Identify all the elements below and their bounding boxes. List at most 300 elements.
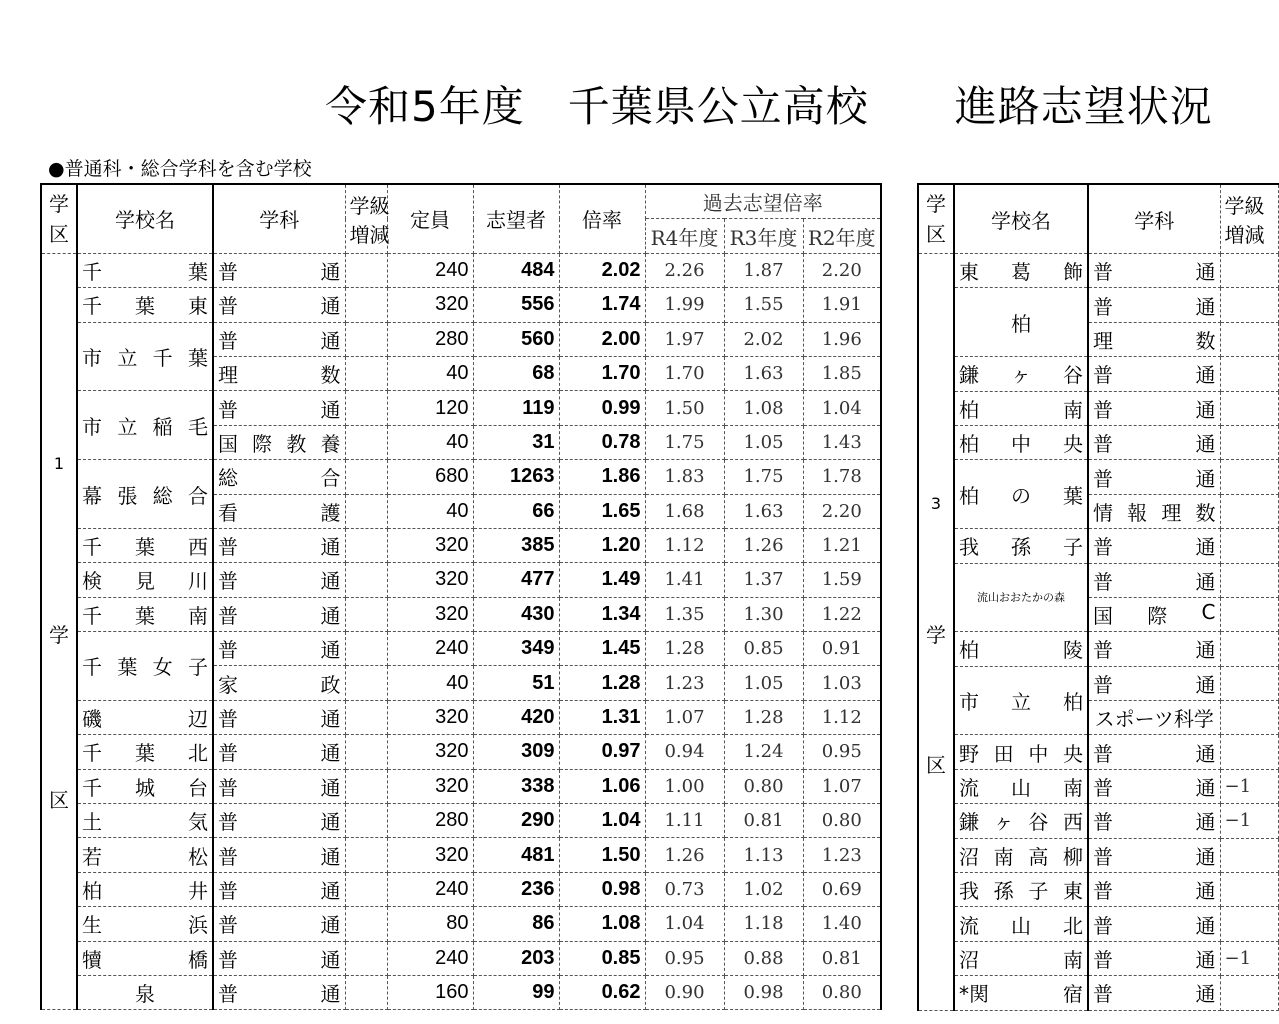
header-district: 学 区 xyxy=(41,184,77,253)
school-name-char: 鎌 xyxy=(959,363,979,388)
capacity: 40 xyxy=(387,494,473,528)
school-name-char: 女 xyxy=(152,655,173,680)
department xyxy=(213,769,345,803)
department-char: 普 xyxy=(218,947,238,972)
applicants: 420 xyxy=(473,700,559,734)
ratio-r2: 1.78 xyxy=(803,460,881,494)
applicants: 31 xyxy=(473,425,559,459)
ratio-r2: 2.20 xyxy=(803,494,881,528)
table-row xyxy=(41,700,881,734)
ratio-r3: 1.30 xyxy=(724,597,803,631)
school-name xyxy=(77,700,213,734)
department-char: C xyxy=(1201,600,1216,625)
department-char: 数 xyxy=(1195,328,1216,353)
department xyxy=(1088,460,1220,494)
school-name-char: 田 xyxy=(993,741,1014,766)
school-name-char: 市 xyxy=(82,345,102,370)
department-char: 理 xyxy=(1161,500,1182,525)
school-name xyxy=(77,838,213,872)
table-row xyxy=(918,941,1278,975)
school-name-char: 立 xyxy=(1011,690,1031,715)
department xyxy=(213,975,345,1009)
department xyxy=(1088,873,1220,907)
ratio-r4: 1.50 xyxy=(645,391,724,425)
class-change xyxy=(345,975,387,1009)
table-row xyxy=(918,804,1278,838)
class-change: −1 xyxy=(1220,804,1278,838)
school-name xyxy=(77,907,213,941)
department xyxy=(1088,838,1220,872)
school-name-char: 橋 xyxy=(188,947,208,972)
class-change xyxy=(345,563,387,597)
capacity: 320 xyxy=(387,563,473,597)
department-char: 家 xyxy=(218,672,238,697)
department xyxy=(1088,701,1220,735)
school-name-char: 見 xyxy=(135,569,155,594)
school-name-char: 我 xyxy=(959,535,979,560)
district-label-char: 学 xyxy=(926,623,946,647)
table-row xyxy=(918,976,1278,1010)
ratio: 1.34 xyxy=(559,597,645,631)
department-char: 合 xyxy=(320,466,341,491)
ratio-r3: 0.85 xyxy=(724,632,803,666)
table-row xyxy=(41,804,881,838)
school-name-char: 葛 xyxy=(1011,260,1031,285)
department xyxy=(213,597,345,631)
department xyxy=(1088,632,1220,666)
school-name-char: 東 xyxy=(959,260,979,285)
class-change xyxy=(345,769,387,803)
department-char: 際 xyxy=(252,431,273,456)
department xyxy=(213,563,345,597)
capacity: 240 xyxy=(387,941,473,975)
school-name xyxy=(77,597,213,631)
class-change xyxy=(345,460,387,494)
school-name-char: 鎌 xyxy=(959,810,979,835)
ratio-r4: 1.04 xyxy=(645,907,724,941)
applicants: 430 xyxy=(473,597,559,631)
table-row xyxy=(41,563,881,597)
school-name-char: 土 xyxy=(82,810,102,835)
department xyxy=(1088,322,1220,356)
district-1-table xyxy=(40,183,882,1010)
school-name-char: 飾 xyxy=(1063,260,1083,285)
school-name-char: 気 xyxy=(188,810,208,835)
applicants: 385 xyxy=(473,528,559,562)
header-past-ratio: 過去志望倍率 xyxy=(645,184,881,219)
department-char: 普 xyxy=(1093,741,1113,766)
capacity: 120 xyxy=(387,391,473,425)
table-row xyxy=(41,528,881,562)
table-row xyxy=(41,735,881,769)
ratio-r3: 1.28 xyxy=(724,700,803,734)
ratio-r2: 1.40 xyxy=(803,907,881,941)
school-name-char: 千 xyxy=(82,259,102,284)
department xyxy=(213,391,345,425)
school-name-char: 山 xyxy=(1011,776,1031,801)
applicants: 1263 xyxy=(473,460,559,494)
school-name xyxy=(77,804,213,838)
school-name-char: 犢 xyxy=(82,947,102,972)
ratio-r2: 1.85 xyxy=(803,356,881,390)
header-r4: R4年度 xyxy=(645,219,724,253)
ratio: 1.49 xyxy=(559,563,645,597)
school-name-char: 辺 xyxy=(188,707,208,732)
district-label-char: 区 xyxy=(926,753,946,777)
school-name-char: 沼 xyxy=(959,948,979,972)
school-name-char: 東 xyxy=(188,294,208,319)
school-name-char: 葉 xyxy=(135,741,155,766)
department xyxy=(1088,494,1220,528)
department-char: 通 xyxy=(320,397,341,422)
district-label-char: 1 xyxy=(53,453,65,473)
school-name-char: 陵 xyxy=(1063,638,1083,663)
applicants: 236 xyxy=(473,872,559,906)
ratio: 1.70 xyxy=(559,356,645,390)
school-name-char: 谷 xyxy=(1063,363,1083,388)
department-char: 通 xyxy=(1195,776,1216,801)
school-name-char: 山 xyxy=(1011,913,1031,938)
school-name xyxy=(77,528,213,562)
ratio: 1.08 xyxy=(559,907,645,941)
ratio-r4: 1.28 xyxy=(645,632,724,666)
school-name-char: 葉 xyxy=(1063,483,1083,508)
department-char: 総 xyxy=(218,466,238,491)
header-class-change: 学級 増減 xyxy=(345,184,387,253)
ratio-r4: 1.70 xyxy=(645,356,724,390)
department-char: 通 xyxy=(320,741,341,766)
school-name-char: 立 xyxy=(117,414,138,439)
header-dept: 学科 xyxy=(213,184,345,253)
school-name-char: 南 xyxy=(993,844,1014,869)
ratio-r4: 0.73 xyxy=(645,872,724,906)
class-change xyxy=(1220,666,1278,700)
school-name-char: 市 xyxy=(959,690,979,715)
table-row xyxy=(41,907,881,941)
school-name-char: 北 xyxy=(1063,913,1083,938)
department xyxy=(1088,529,1220,563)
department-char: 通 xyxy=(1195,741,1216,766)
ratio: 1.65 xyxy=(559,494,645,528)
school-name-char: 孫 xyxy=(993,879,1014,904)
ratio-r4: 1.11 xyxy=(645,804,724,838)
applicants: 309 xyxy=(473,735,559,769)
department-char: 通 xyxy=(1195,466,1216,491)
department-char: 際 xyxy=(1147,604,1168,629)
department-char: 通 xyxy=(1195,397,1216,422)
department xyxy=(1088,425,1220,459)
department-char: 普 xyxy=(218,982,238,1007)
school-name-char: 千 xyxy=(152,345,173,370)
class-change xyxy=(1220,976,1278,1010)
capacity: 320 xyxy=(387,735,473,769)
department-char: 通 xyxy=(320,879,341,903)
class-change xyxy=(345,356,387,390)
ratio-r3: 1.13 xyxy=(724,838,803,872)
department xyxy=(1088,769,1220,803)
ratio-r2: 1.59 xyxy=(803,563,881,597)
department-char: 普 xyxy=(218,913,238,938)
class-change xyxy=(345,838,387,872)
department xyxy=(213,700,345,734)
ratio: 2.00 xyxy=(559,322,645,356)
school-name xyxy=(954,941,1088,975)
school-name-char: 浜 xyxy=(188,913,208,938)
class-change xyxy=(1220,873,1278,907)
school-name-char: 千 xyxy=(82,741,102,766)
ratio: 2.02 xyxy=(559,253,645,287)
department-char: 理 xyxy=(1093,328,1113,353)
department xyxy=(1088,254,1220,288)
class-change xyxy=(345,907,387,941)
capacity: 240 xyxy=(387,253,473,287)
department-char: 普 xyxy=(1093,466,1113,491)
class-change xyxy=(1220,563,1278,597)
class-change xyxy=(1220,907,1278,941)
department xyxy=(213,494,345,528)
department-char: 理 xyxy=(218,363,238,388)
department xyxy=(1088,804,1220,838)
department-char: 通 xyxy=(1195,913,1216,938)
department xyxy=(213,460,345,494)
school-name-char: 柏 xyxy=(82,879,102,903)
school-name xyxy=(954,529,1088,563)
ratio-r2: 1.91 xyxy=(803,288,881,322)
section-subtitle: ●普通科・総合学科を含む学校 xyxy=(48,158,312,180)
ratio: 0.62 xyxy=(559,975,645,1009)
school-name xyxy=(77,460,213,529)
ratio-r4: 1.83 xyxy=(645,460,724,494)
school-name-char: 南 xyxy=(188,603,208,628)
ratio-r4: 1.07 xyxy=(645,700,724,734)
school-name-char: 松 xyxy=(188,844,208,869)
school-name-char: 南 xyxy=(1063,397,1083,422)
department-char: 情 xyxy=(1093,500,1113,525)
ratio-r3: 1.08 xyxy=(724,391,803,425)
table-row xyxy=(918,838,1278,872)
ratio-r3: 1.55 xyxy=(724,288,803,322)
department xyxy=(213,322,345,356)
department-char: 普 xyxy=(1093,569,1113,594)
school-name xyxy=(77,941,213,975)
department xyxy=(1088,666,1220,700)
ratio-r4: 1.23 xyxy=(645,666,724,700)
table-row xyxy=(41,322,881,356)
capacity: 240 xyxy=(387,872,473,906)
school-name xyxy=(77,975,213,1009)
ratio-r4: 0.90 xyxy=(645,975,724,1009)
department xyxy=(1088,357,1220,391)
school-name xyxy=(954,357,1088,391)
school-name-char: 葉 xyxy=(117,655,138,680)
school-name-char: 千 xyxy=(82,294,102,319)
applicants: 119 xyxy=(473,391,559,425)
ratio: 1.86 xyxy=(559,460,645,494)
school-name-char: 千 xyxy=(82,603,102,628)
school-name-char: 市 xyxy=(82,414,102,439)
department xyxy=(1088,288,1220,322)
department-char: 普 xyxy=(218,259,238,284)
ratio-r3: 2.02 xyxy=(724,322,803,356)
department xyxy=(1088,597,1220,631)
school-name xyxy=(77,735,213,769)
school-name-char: 流 xyxy=(959,776,979,801)
department-char: 通 xyxy=(320,569,341,594)
school-name xyxy=(954,873,1088,907)
class-change xyxy=(345,700,387,734)
ratio: 0.97 xyxy=(559,735,645,769)
ratio-r2: 2.20 xyxy=(803,253,881,287)
school-name xyxy=(954,838,1088,872)
ratio-r3: 1.75 xyxy=(724,460,803,494)
ratio-r3: 0.80 xyxy=(724,769,803,803)
school-name-char: 泉 xyxy=(135,982,155,1007)
department-char: 通 xyxy=(320,707,341,732)
table-row xyxy=(918,907,1278,941)
school-name-char: 毛 xyxy=(187,414,208,439)
ratio: 0.85 xyxy=(559,941,645,975)
school-name xyxy=(954,288,1088,357)
ratio-r3: 1.63 xyxy=(724,356,803,390)
department xyxy=(213,632,345,666)
school-name xyxy=(954,254,1088,288)
table-row xyxy=(918,425,1278,459)
department-char: 政 xyxy=(320,672,341,697)
department-char: 普 xyxy=(218,603,238,628)
department-char: 数 xyxy=(1195,500,1216,525)
school-name-char: 葉 xyxy=(135,294,155,319)
department xyxy=(213,872,345,906)
applicants: 203 xyxy=(473,941,559,975)
applicants: 290 xyxy=(473,804,559,838)
table-row xyxy=(41,769,881,803)
ratio-r2: 0.95 xyxy=(803,735,881,769)
table-row xyxy=(918,288,1278,322)
school-name xyxy=(954,425,1088,459)
ratio-r4: 0.95 xyxy=(645,941,724,975)
department-char: 普 xyxy=(1093,879,1113,904)
ratio-r3: 1.87 xyxy=(724,253,803,287)
school-name xyxy=(77,253,213,287)
department-char: 通 xyxy=(1195,982,1216,1007)
class-change xyxy=(1220,597,1278,631)
school-name xyxy=(77,322,213,391)
school-name xyxy=(77,391,213,460)
department-char: 通 xyxy=(320,603,341,628)
ratio: 1.31 xyxy=(559,700,645,734)
department-char: 数 xyxy=(320,363,341,388)
school-name-char: 央 xyxy=(1063,432,1083,457)
school-name-char: 千 xyxy=(82,535,102,560)
header-class-change: 学級 増減 xyxy=(1220,184,1278,254)
table-row xyxy=(918,391,1278,425)
department-char: 普 xyxy=(218,741,238,766)
school-name xyxy=(954,391,1088,425)
school-name-char: 流 xyxy=(959,913,979,938)
ratio-r2: 1.22 xyxy=(803,597,881,631)
school-name-char: ヶ xyxy=(993,810,1014,835)
ratio: 1.45 xyxy=(559,632,645,666)
department xyxy=(213,425,345,459)
ratio-r4: 1.12 xyxy=(645,528,724,562)
ratio-r2: 0.81 xyxy=(803,941,881,975)
department-char: 普 xyxy=(1093,294,1113,319)
school-name-char: 中 xyxy=(1011,432,1031,457)
department xyxy=(1088,735,1220,769)
capacity: 280 xyxy=(387,804,473,838)
department-char: 国 xyxy=(1093,604,1113,629)
capacity: 320 xyxy=(387,528,473,562)
department-char: 普 xyxy=(1093,913,1113,938)
department-char: 普 xyxy=(1093,638,1113,663)
district-label xyxy=(41,253,77,1010)
applicants: 560 xyxy=(473,322,559,356)
class-change xyxy=(345,804,387,838)
header-r2: R2年度 xyxy=(803,219,881,253)
school-name-char: 合 xyxy=(187,483,208,508)
class-change xyxy=(345,632,387,666)
class-change xyxy=(345,872,387,906)
class-change xyxy=(1220,529,1278,563)
class-change xyxy=(1220,838,1278,872)
department-char: 通 xyxy=(320,294,341,319)
header-capacity: 定員 xyxy=(387,184,473,253)
department-char: 通 xyxy=(1195,569,1216,594)
applicants: 68 xyxy=(473,356,559,390)
header-ratio: 倍率 xyxy=(559,184,645,253)
district-label-char: 学 xyxy=(49,622,69,647)
school-name-char: 城 xyxy=(135,775,155,800)
department-char: 普 xyxy=(1093,260,1113,285)
table-row xyxy=(918,529,1278,563)
class-change xyxy=(345,941,387,975)
capacity: 320 xyxy=(387,700,473,734)
school-name-text: 流山おおたかの森 xyxy=(977,591,1065,605)
department-char: 教 xyxy=(286,431,307,456)
ratio-r2: 0.80 xyxy=(803,804,881,838)
department-char: 通 xyxy=(320,947,341,972)
department-char: 普 xyxy=(1093,776,1113,801)
header-applicants: 志望者 xyxy=(473,184,559,253)
department-char: 普 xyxy=(1093,948,1113,972)
department-char: 通 xyxy=(320,535,341,560)
ratio-r3: 0.81 xyxy=(724,804,803,838)
capacity: 40 xyxy=(387,425,473,459)
ratio-r3: 1.05 xyxy=(724,425,803,459)
department-char: 普 xyxy=(1093,844,1113,869)
school-name xyxy=(954,735,1088,769)
school-name-char: 柳 xyxy=(1062,844,1083,869)
table-row xyxy=(918,769,1278,803)
class-change xyxy=(1220,254,1278,288)
applicants: 349 xyxy=(473,632,559,666)
school-name-char: 張 xyxy=(117,483,138,508)
capacity: 240 xyxy=(387,632,473,666)
class-change: −1 xyxy=(1220,769,1278,803)
school-name-char: 柏 xyxy=(1011,311,1031,336)
department xyxy=(1088,976,1220,1010)
school-name xyxy=(77,632,213,701)
header-dept: 学科 xyxy=(1088,184,1220,254)
department-char: 通 xyxy=(320,844,341,869)
ratio-r2: 1.03 xyxy=(803,666,881,700)
school-name-char: 子 xyxy=(1028,879,1049,904)
department xyxy=(1088,563,1220,597)
department-char: 報 xyxy=(1127,500,1148,525)
school-name-char: 台 xyxy=(188,775,208,800)
department xyxy=(1088,391,1220,425)
department-char: 普 xyxy=(218,569,238,594)
